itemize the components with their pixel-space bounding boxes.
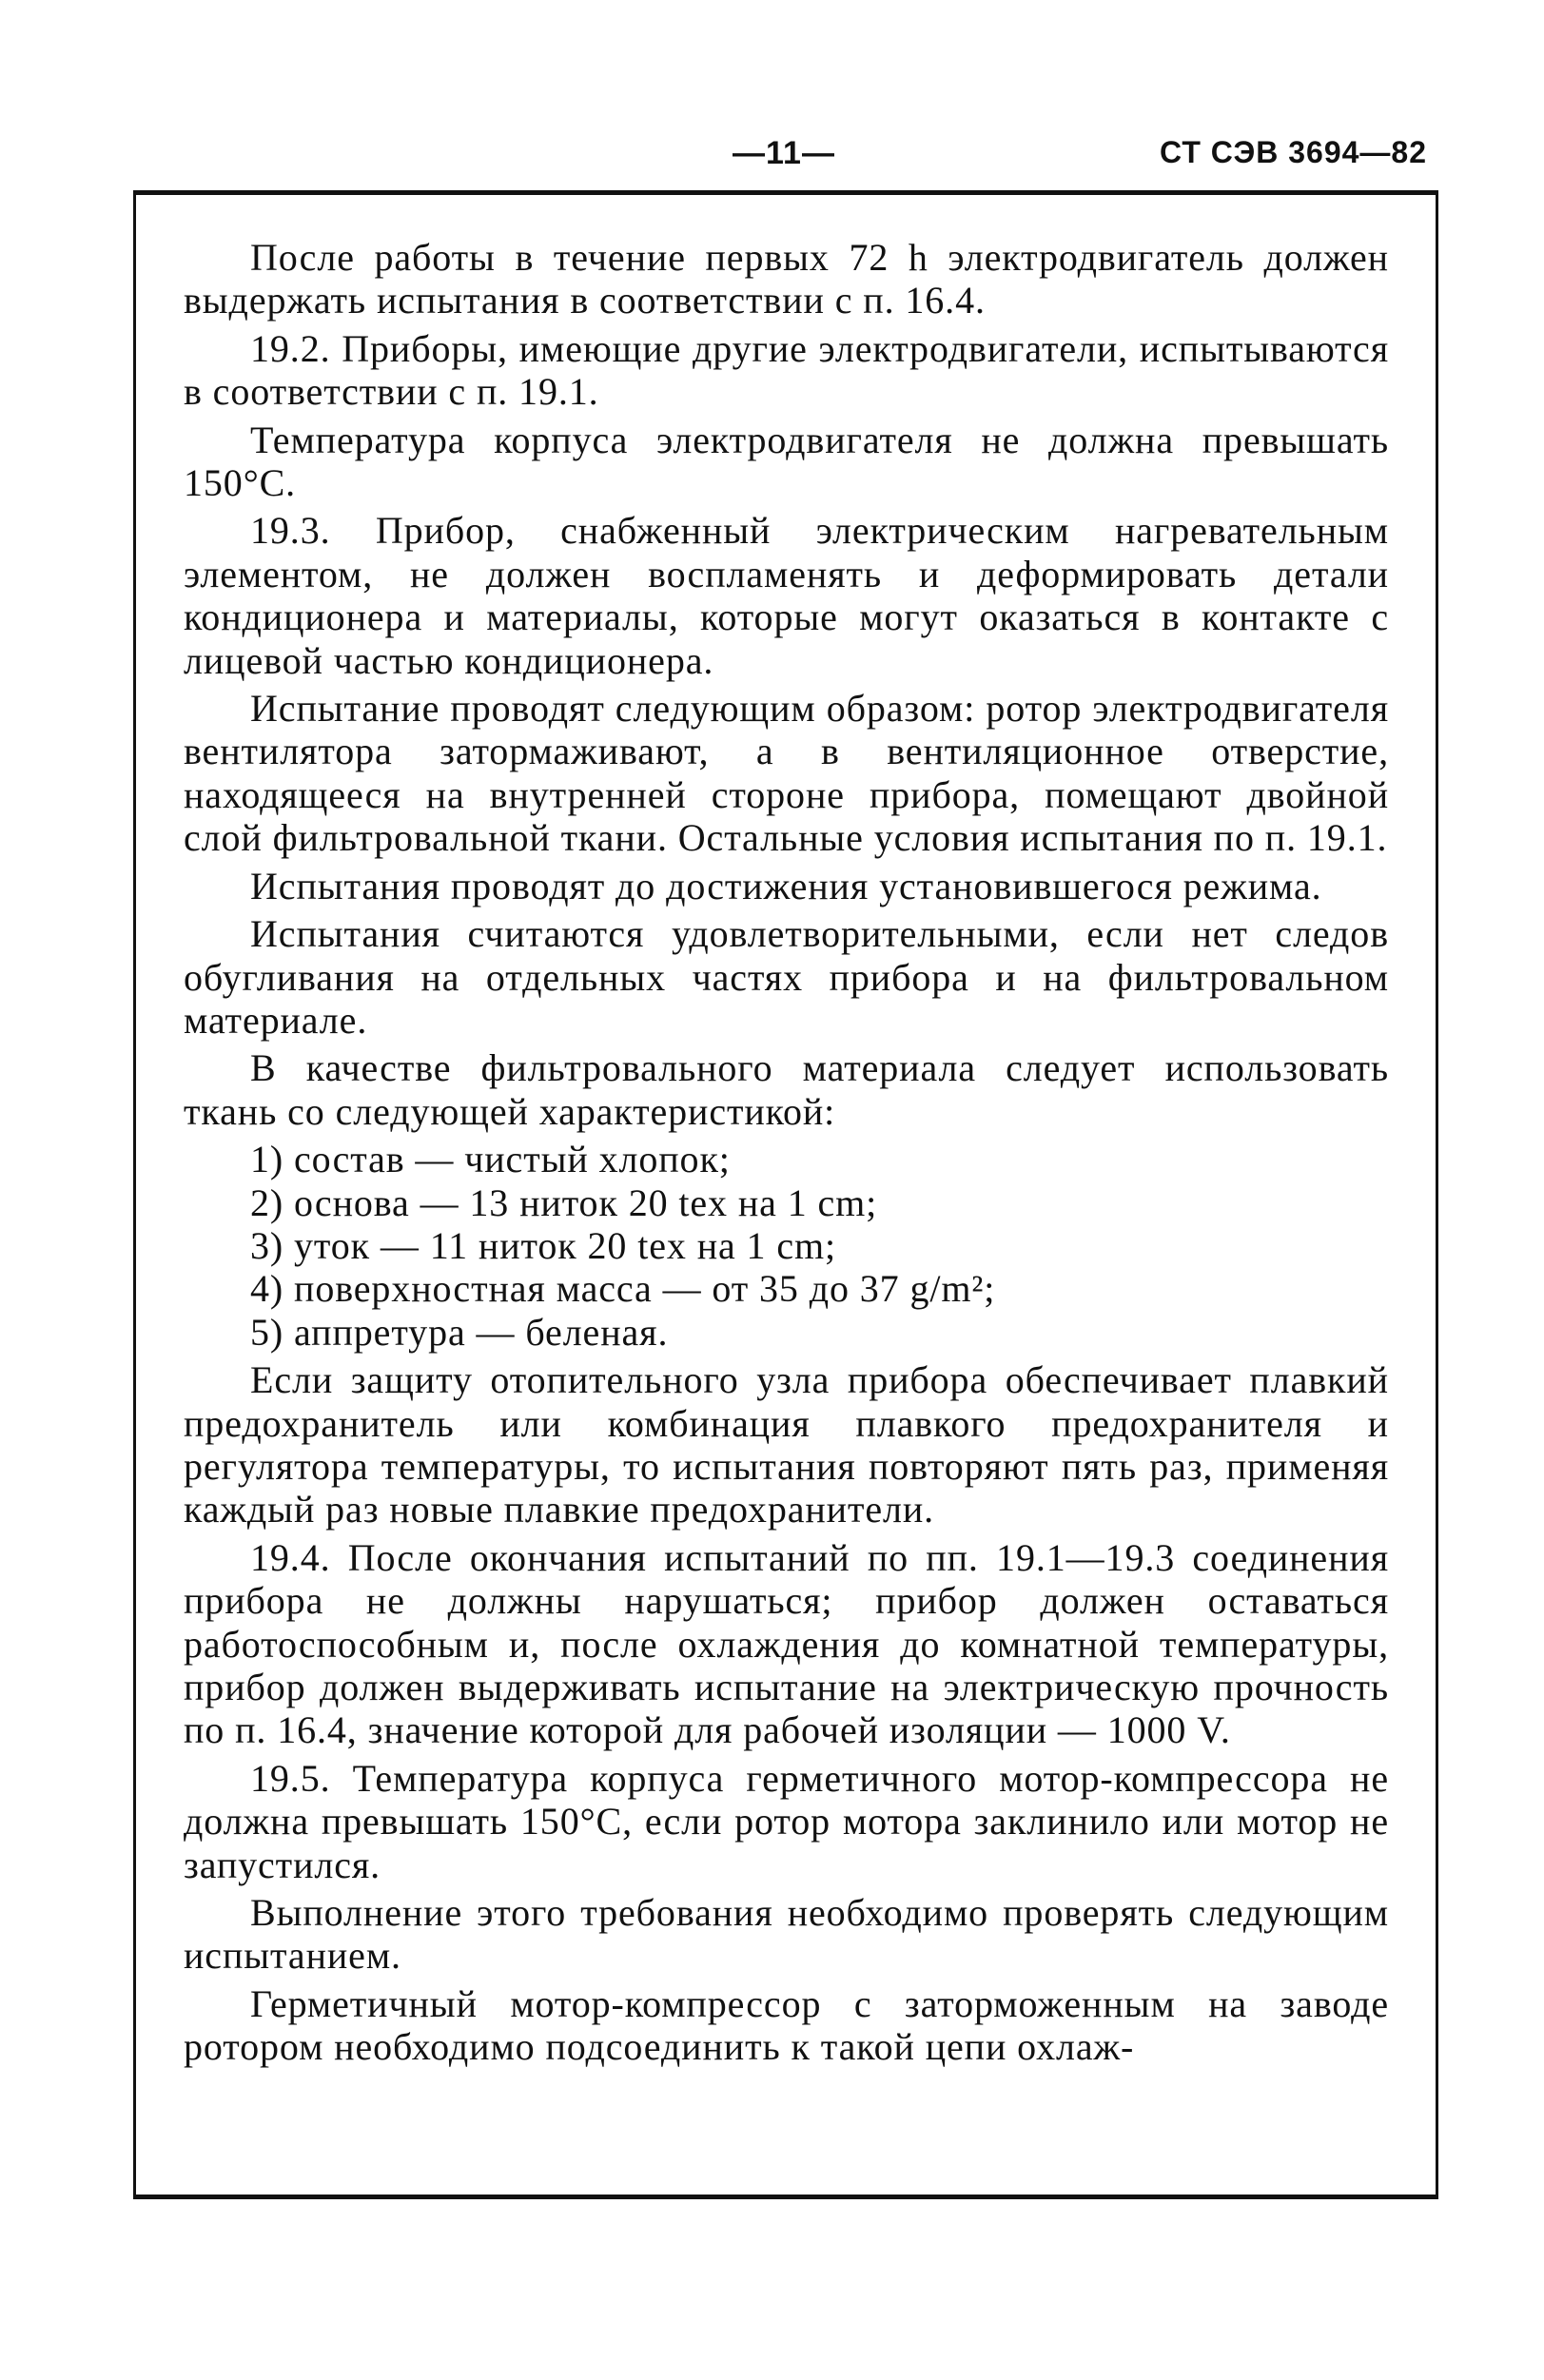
paragraph-19-3: 19.3. Прибор, снабженный электрическим нагревательным элементом, не должен воспламенять и деформировать детали кондиционера и материалы, которые могут оказаться в контакте с лицевой частью кондиционера. [184,509,1389,682]
list-item-surface-mass: 4) поверхностная масса — от 35 до 37 g/m²; [250,1267,996,1311]
paragraph-19-4: 19.4. После окончания испытаний по пп. 19.1—19.3 соединения прибора не должны нарушаться; прибор должен оставаться работоспособным и, после охлаждения до комнатной температуры, прибор должен выдерживать испытание на электрическую прочность по п. 16.4, значение которой для рабочей изоляции — 1000 V. [184,1535,1389,1752]
paragraph-temperature: Температура корпуса электродвигателя не должна превышать 150°С. [184,418,1389,505]
paragraph-19-2: 19.2. Приборы, имеющие другие электродвигатели, испытываются в соответствии с п. 19.1. [184,326,1389,414]
list-item-weft: 3) уток — 11 ниток 20 tex на 1 cm; [250,1223,837,1267]
paragraph-steady-state: Испытания проводят до достижения установившегося режима. [250,864,1322,907]
page-header [133,135,1446,192]
paragraph-test-method: Испытание проводят следующим образом: ротор электродвигателя вентилятора затормаживают, а в вентиляционное отверстие, находящееся на внутренней стороне прибора, помещают двойной слой фильтровальной ткани. Остальные условия испытания по п. 19.1. [184,687,1389,860]
paragraph-filter-material: В качестве фильтровального материала следует использовать ткань со следующей характеристикой: [184,1046,1389,1133]
paragraph-1: После работы в течение первых 72 h электродвигатель должен выдержать испытания в соответствии с п. 16.4. [184,236,1389,322]
list-item-warp: 2) основа — 13 ниток 20 tex на 1 cm; [250,1180,878,1224]
page-number: —11— [733,135,835,171]
paragraph-verification: Выполнение этого требования необходимо проверять следующим испытанием. [184,1891,1389,1978]
paragraph-compressor: Герметичный мотор-компрессор с заторможенным на заводе ротором необходимо подсоединить к такой цепи охлаж- [184,1981,1389,2069]
list-item-composition: 1) состав — чистый хлопок; [250,1138,731,1181]
paragraph-19-5: 19.5. Температура корпуса герметичного мотор-компрессора не должна превышать 150°С, если ротор мотора заклинило или мотор не запустился. [184,1756,1389,1886]
paragraph-satisfactory: Испытания считаются удовлетворительными, если нет следов обугливания на отдельных частях прибора и на фильтровальном материале. [184,912,1389,1042]
list-item-finish: 5) аппретура — беленая. [250,1310,669,1354]
document-body [184,236,1389,2074]
standard-code: СТ СЭВ 3694—82 [1160,135,1427,169]
paragraph-fuse: Если защиту отопительного узла прибора обеспечивает плавкий предохранитель или комбинация плавкого предохранителя и регулятора температуры, то испытания повторяют пять раз, применяя каждый раз новые плавкие предохранители. [184,1358,1389,1531]
